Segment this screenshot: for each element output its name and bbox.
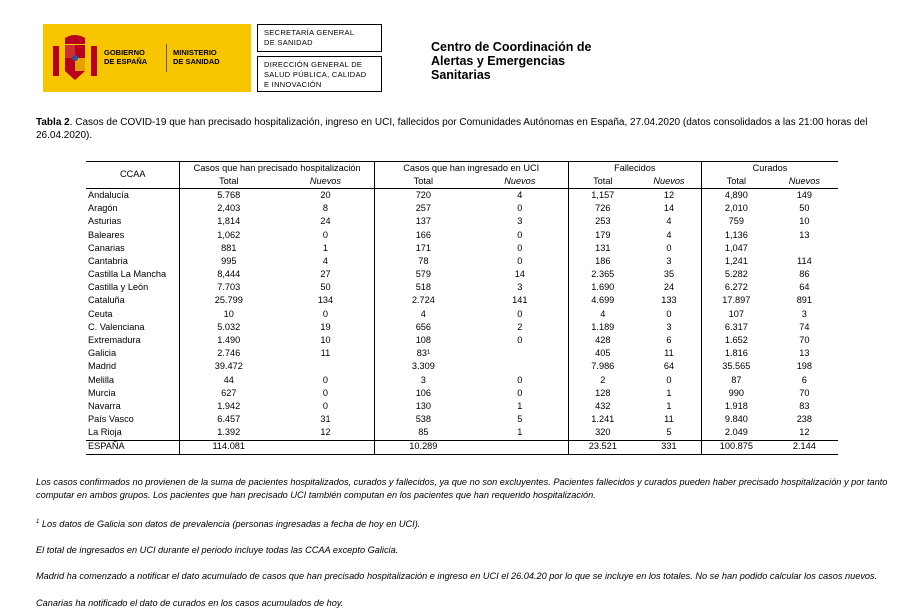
table-cell: 6 <box>801 374 807 385</box>
logo-ministerio-text: MINISTERIO DE SANIDAD <box>173 48 220 66</box>
table-cell: 4 <box>517 189 523 200</box>
logo-gobierno-text: GOBIERNO DE ESPAÑA <box>104 48 148 66</box>
table-cell: 11 <box>320 348 331 359</box>
table-cell: 9.840 <box>701 413 770 426</box>
table-cell: 11 <box>664 348 674 359</box>
table-cell: 759 <box>701 215 770 228</box>
table-row <box>86 387 838 400</box>
table-cell: 87 <box>701 374 770 387</box>
ccaa-name: C. Valenciana <box>88 321 145 332</box>
table-row <box>86 308 838 321</box>
ccaa-name: Ceuta <box>88 308 113 319</box>
table-cell: 1 <box>666 387 672 398</box>
total-cell: 23.521 <box>568 440 637 454</box>
table-cell: 4 <box>666 216 672 227</box>
ccaa-name: Madrid <box>88 361 117 372</box>
table-cell: 1.189 <box>568 321 637 334</box>
total-cell <box>472 440 568 454</box>
table-row <box>86 215 838 228</box>
note-madrid: Madrid ha comenzado a notificar el dato acumulado de casos que han precisado hospitalización e ingreso en UCI el 26.04.20 por lo que se incluye en los totales. No se han podido calcular los casos nuevos. <box>36 571 878 581</box>
table-cell: 7.703 <box>180 281 277 294</box>
table-cell: 0 <box>666 242 672 253</box>
table-cell: 171 <box>374 242 472 255</box>
table-cell: 881 <box>180 242 277 255</box>
table-cell: 579 <box>374 268 472 281</box>
note-galicia-sup: 1 <box>36 519 40 525</box>
table-cell: 1 <box>517 400 523 411</box>
table-cell: 130 <box>374 400 472 413</box>
table-cell: 198 <box>796 361 813 372</box>
table-cell: 12 <box>663 189 675 200</box>
table-cell: 5.282 <box>701 268 770 281</box>
table-cell: 8,444 <box>180 268 277 281</box>
table-cell: 0 <box>666 308 672 319</box>
ccaa-name: Galicia <box>88 348 117 359</box>
table-row <box>86 321 838 334</box>
note-galicia-text: Los datos de Galicia son datos de prevalencia (personas ingresadas a fecha de hoy en UCI). <box>39 519 421 530</box>
table-cell: 428 <box>568 334 637 347</box>
table-cell: 518 <box>374 281 472 294</box>
table-cell: 1,136 <box>701 229 770 242</box>
table-row <box>86 413 838 426</box>
table-cell: 35 <box>663 269 675 280</box>
sub-nuevos: Nuevos <box>637 175 702 189</box>
table-cell: 1.490 <box>180 334 277 347</box>
table-cell: 0 <box>666 374 672 385</box>
sub-nuevos: Nuevos <box>472 175 568 189</box>
table-cell: 0 <box>322 308 328 319</box>
note-canarias: Canarias ha notificado el dato de curados en los casos acumulados de hoy. <box>36 598 344 608</box>
table-cell: 1,157 <box>568 189 637 203</box>
table-row <box>86 374 838 387</box>
table-cell: 12 <box>320 427 331 438</box>
ccaa-name: Baleares <box>88 229 125 240</box>
table-cell: 1 <box>517 427 523 438</box>
table-cell: 64 <box>799 282 810 293</box>
table-cell: 238 <box>796 414 813 425</box>
table-cell: 5 <box>666 427 672 438</box>
table-cell: 6 <box>666 335 672 346</box>
table-cell: 5.032 <box>180 321 277 334</box>
table-cell: 0 <box>517 335 523 346</box>
table-cell: 1 <box>322 242 328 253</box>
total-cell: 114.081 <box>180 440 277 454</box>
table-row <box>86 268 838 281</box>
table-cell: 1.816 <box>701 347 770 360</box>
table-row <box>86 189 838 203</box>
total-cell: ESPAÑA <box>86 440 180 454</box>
table-cell: 1.690 <box>568 281 637 294</box>
table-cell: 134 <box>317 295 334 306</box>
table-cell: 4 <box>666 229 672 240</box>
ccaa-name: La Rioja <box>88 427 122 438</box>
table-cell: 7.986 <box>568 360 637 373</box>
table-cell: 0 <box>517 229 523 240</box>
centro-title: Centro de Coordinación de Alertas y Emergencias Sanitarias <box>431 40 592 82</box>
total-cell: 2.144 <box>771 440 838 454</box>
table-cell: 13 <box>799 229 810 240</box>
table-cell: 4 <box>568 308 637 321</box>
table-cell: 17.897 <box>701 295 770 308</box>
total-cell <box>277 440 374 454</box>
table-row <box>86 347 838 360</box>
note-exclusive: Los casos confirmados no provienen de la suma de pacientes hospitalizados, curados y fallecidos, ya que no son excluyentes. Pacientes fallecidos y curados pueden haber precisado hospitalización y por tanto computar en ambos grupos. Los pacientes que han precisado UCI también computan en los pacientes que han requerido hospitalización. <box>36 477 888 500</box>
ccaa-name: Extremadura <box>88 335 141 346</box>
table-cell: 186 <box>568 255 637 268</box>
table-cell: 13 <box>799 348 810 359</box>
sub-nuevos: Nuevos <box>277 175 374 189</box>
secretaria-box: SECRETARÍA GENERAL DE SANIDAD <box>257 24 382 52</box>
table-cell: 25.799 <box>180 295 277 308</box>
table-cell: 538 <box>374 413 472 426</box>
table-cell: 2,403 <box>180 202 277 215</box>
table-row <box>86 360 838 373</box>
sub-total: Total <box>568 175 637 189</box>
ccaa-name: Melilla <box>88 374 115 385</box>
table-row <box>86 202 838 215</box>
table-row <box>86 281 838 294</box>
table-cell: 0 <box>517 308 523 319</box>
table-cell: 257 <box>374 202 472 215</box>
table-cell: 5.768 <box>180 189 277 203</box>
note-galicia <box>36 516 896 531</box>
table-cell: 990 <box>701 387 770 400</box>
ccaa-name: País Vasco <box>88 414 134 425</box>
table-row <box>86 400 838 413</box>
table-cell: 64 <box>663 361 675 372</box>
table-cell: 27 <box>320 269 331 280</box>
table-cell: 108 <box>374 334 472 347</box>
table-row <box>86 229 838 242</box>
caption-text: . Casos de COVID-19 que han precisado hospitalización, ingreso en UCI, fallecidos por Comunidades Autónomas en España, 27.04.2020 (datos consolidados a las 21:00 horas del 26.04.2020). <box>36 117 868 141</box>
table-cell: 179 <box>568 229 637 242</box>
table-cell: 8 <box>322 203 328 214</box>
ccaa-name: Canarias <box>88 242 125 253</box>
table-cell: 2 <box>568 374 637 387</box>
table-cell: 5 <box>517 414 523 425</box>
table-cell: 1.942 <box>180 400 277 413</box>
table-cell <box>472 347 568 360</box>
table-cell: 2 <box>517 321 523 332</box>
table-cell: 0 <box>322 387 328 398</box>
table-cell: 656 <box>374 321 472 334</box>
table-cell: 4.699 <box>568 295 637 308</box>
table-cell: 10 <box>799 216 810 227</box>
table-cell: 627 <box>180 387 277 400</box>
table-cell: 1,047 <box>701 242 770 255</box>
table-cell: 0 <box>517 203 523 214</box>
table-cell: 4 <box>374 308 472 321</box>
table-cell: 2.049 <box>701 426 770 440</box>
table-cell: 1,814 <box>180 215 277 228</box>
table-cell: 1,241 <box>701 255 770 268</box>
total-cell: 331 <box>637 440 702 454</box>
table-row <box>86 242 838 255</box>
group-header-curados: Curados <box>701 162 838 176</box>
table-cell: 0 <box>322 374 328 385</box>
table-cell: 106 <box>374 387 472 400</box>
table-cell <box>771 242 838 255</box>
table-cell: 24 <box>320 216 331 227</box>
table-cell: 10 <box>320 335 331 346</box>
table-caption <box>36 116 896 142</box>
table-cell: 3 <box>666 255 672 266</box>
table-cell: 4,890 <box>701 189 770 203</box>
table-cell: 1.918 <box>701 400 770 413</box>
table-cell: 0 <box>517 255 523 266</box>
table-cell: 14 <box>663 203 675 214</box>
sub-total: Total <box>374 175 472 189</box>
table-cell: 70 <box>799 335 810 346</box>
ccaa-name: Navarra <box>88 400 121 411</box>
table-cell: 726 <box>568 202 637 215</box>
covid-table <box>86 161 838 455</box>
table-cell: 83 <box>799 400 810 411</box>
table-cell: 50 <box>799 203 810 214</box>
table-cell: 6.317 <box>701 321 770 334</box>
table-cell: 0 <box>517 374 523 385</box>
table-cell: 74 <box>799 321 810 332</box>
table-cell: 6.272 <box>701 281 770 294</box>
table-cell: 995 <box>180 255 277 268</box>
table-cell: 3 <box>517 216 523 227</box>
table-cell: 1,062 <box>180 229 277 242</box>
ccaa-name: Asturias <box>88 216 122 227</box>
table-cell: 86 <box>799 269 810 280</box>
table-cell: 1.241 <box>568 413 637 426</box>
note-uci-total: El total de ingresados en UCI durante el periodo incluye todas las CCAA excepto Galicia. <box>36 545 399 555</box>
total-row <box>86 440 838 454</box>
coat-of-arms-icon <box>51 32 99 84</box>
group-header-uci: Casos que han ingresado en UCI <box>374 162 568 176</box>
table-cell: 2.724 <box>374 295 472 308</box>
total-cell: 10.289 <box>374 440 472 454</box>
table-row <box>86 255 838 268</box>
table-cell: 128 <box>568 387 637 400</box>
direccion-box: DIRECCIÓN GENERAL DE SALUD PÚBLICA, CALIDAD E INNOVACIÓN <box>257 56 382 92</box>
table-cell: 131 <box>568 242 637 255</box>
table-cell: 83¹ <box>374 347 472 360</box>
table-cell: 3.309 <box>374 360 472 373</box>
table-cell: 44 <box>180 374 277 387</box>
table-cell: 720 <box>374 189 472 203</box>
table-row <box>86 295 838 308</box>
table-cell: 78 <box>374 255 472 268</box>
table-cell: 24 <box>663 282 675 293</box>
table-cell: 2.746 <box>180 347 277 360</box>
table-cell: 50 <box>320 282 331 293</box>
table-cell: 85 <box>374 426 472 440</box>
table-cell: 320 <box>568 426 637 440</box>
caption-label: Tabla 2 <box>36 117 70 128</box>
table-cell: 405 <box>568 347 637 360</box>
table-cell: 891 <box>796 295 813 306</box>
table-cell: 6.457 <box>180 413 277 426</box>
table-cell: 1.392 <box>180 426 277 440</box>
table-cell: 39.472 <box>180 360 277 373</box>
table-cell: 253 <box>568 215 637 228</box>
table-row <box>86 334 838 347</box>
table-cell: 20 <box>320 189 331 200</box>
table-cell <box>472 360 568 373</box>
table-cell: 166 <box>374 229 472 242</box>
table-cell: 0 <box>517 387 523 398</box>
table-cell: 3 <box>801 308 807 319</box>
table-cell: 0 <box>517 242 523 253</box>
table-cell: 0 <box>322 229 328 240</box>
table-cell: 3 <box>666 321 672 332</box>
logo-divider <box>166 44 167 72</box>
table-cell: 3 <box>517 282 523 293</box>
ccaa-name: Castilla La Mancha <box>88 269 167 280</box>
table-cell: 12 <box>799 427 810 438</box>
table-cell: 1 <box>666 400 672 411</box>
group-header-fallecidos: Fallecidos <box>568 162 701 176</box>
table-cell: 114 <box>797 255 812 266</box>
sub-total: Total <box>701 175 770 189</box>
table-cell <box>277 360 374 373</box>
ccaa-name: Aragón <box>88 203 118 214</box>
ccaa-header: CCAA <box>86 162 180 189</box>
table-row <box>86 426 838 440</box>
table-cell: 133 <box>661 295 677 306</box>
ccaa-name: Castilla y León <box>88 282 149 293</box>
table-cell: 2.365 <box>568 268 637 281</box>
total-cell: 100.875 <box>701 440 770 454</box>
table-cell: 35.565 <box>701 360 770 373</box>
gobierno-logo <box>43 24 251 92</box>
table-cell: 149 <box>796 189 813 200</box>
ccaa-name: Murcia <box>88 387 116 398</box>
table-cell: 1.652 <box>701 334 770 347</box>
group-header-hosp: Casos que han precisado hospitalización <box>180 162 374 176</box>
table-cell: 2,010 <box>701 202 770 215</box>
ccaa-name: Andalucía <box>88 189 129 200</box>
table-cell: 0 <box>322 400 328 411</box>
table-cell: 137 <box>374 215 472 228</box>
table-cell: 10 <box>180 308 277 321</box>
sub-total: Total <box>180 175 277 189</box>
table-cell: 3 <box>374 374 472 387</box>
table-cell: 107 <box>701 308 770 321</box>
table-cell: 19 <box>320 321 331 332</box>
table-cell: 4 <box>322 255 328 266</box>
table-cell: 70 <box>799 387 810 398</box>
table-cell: 31 <box>320 414 331 425</box>
table-cell: 11 <box>664 414 674 425</box>
sub-nuevos: Nuevos <box>771 175 838 189</box>
table-cell: 14 <box>514 269 525 280</box>
table-cell: 141 <box>512 295 528 306</box>
ccaa-name: Cataluña <box>88 295 125 306</box>
ccaa-name: Cantabria <box>88 255 128 266</box>
table-cell: 432 <box>568 400 637 413</box>
